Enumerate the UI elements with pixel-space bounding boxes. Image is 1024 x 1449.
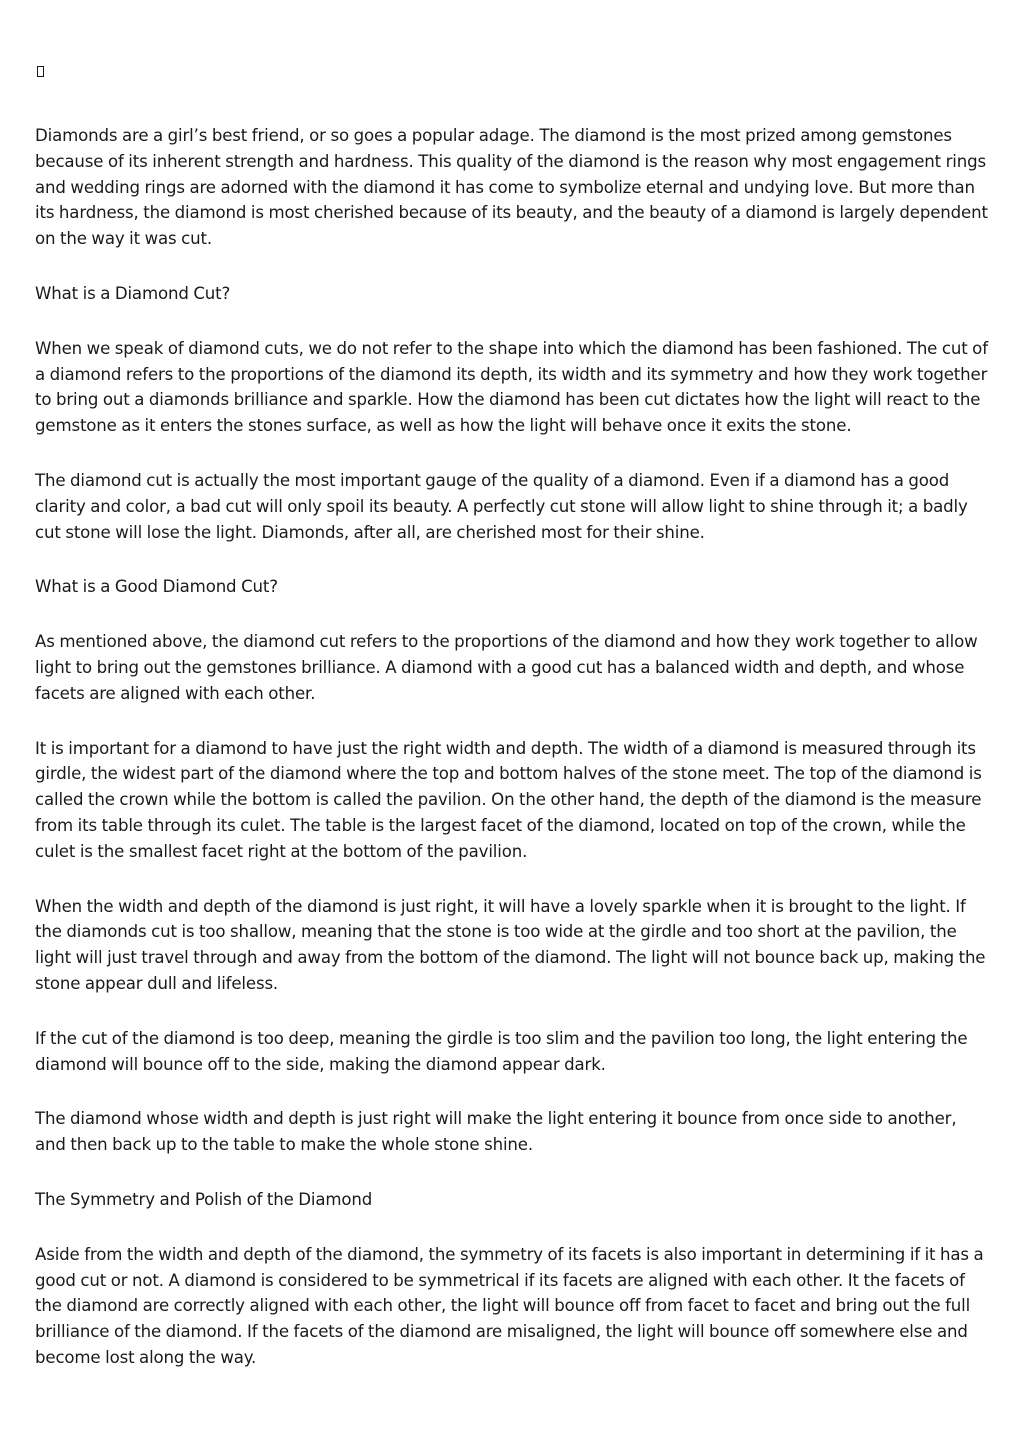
missing-glyph-icon	[35, 66, 990, 123]
body-paragraph: The diamond cut is actually the most important gauge of the quality of a diamond. Even if a diamond has a good clarity and color, a bad cut will only spoil its beauty. A perfectly cut stone will allow light to shine through it; a badly cut stone will lose the light. Diamonds, after all, are cherished most for their shine.	[35, 470, 968, 542]
body-paragraph: As mentioned above, the diamond cut refers to the proportions of the diamond and how they work together to allow light to bring out the gemstones brilliance. A diamond with a good cut has a balanced width and depth, and whose facets are aligned with each other.	[35, 632, 978, 703]
section-heading-good-cut: What is a Good Diamond Cut?	[35, 577, 278, 597]
body-paragraph: Aside from the width and depth of the diamond, the symmetry of its facets is also important in determining if it has a good cut or not. A diamond is considered to be symmetrical if its facets are aligned with each other. It the facets of the diamond are correctly aligned with each other, the light will bounce off from facet to facet and bring out the full brilliance of the diamond. If the facets of the diamond are misaligned, the light will bounce off somewhere else and become lost along the way.	[35, 1244, 984, 1367]
body-paragraph: When we speak of diamond cuts, we do not refer to the shape into which the diamond has been fashioned. The cut of a diamond refers to the proportions of the diamond its depth, its width and its symmetry and how they work together to bring out a diamonds brilliance and sparkle. How the diamond has been cut dictates how the light will react to the gemstone as it enters the stones surface, as well as how the light will behave once it exits the stone.	[35, 338, 988, 436]
body-paragraph: If the cut of the diamond is too deep, meaning the girdle is too slim and the pavilion too long, the light entering the diamond will bounce off to the side, making the diamond appear dark.	[35, 1028, 968, 1074]
body-paragraph: When the width and depth of the diamond is just right, it will have a lovely sparkle when it is brought to the light. If the diamonds cut is too shallow, meaning that the stone is too wide at the girdle and too short at the pavilion, the light will just travel through and away from the bottom of the diamond. The light will not bounce back up, making the stone appear dull and lifeless.	[35, 896, 986, 993]
section-heading-diamond-cut: What is a Diamond Cut?	[35, 283, 231, 303]
body-paragraph: The diamond whose width and depth is just right will make the light entering it bounce from once side to another, and then back up to the table to make the whole stone shine.	[35, 1109, 957, 1155]
body-paragraph: It is important for a diamond to have just the right width and depth. The width of a diamond is measured through its girdle, the widest part of the diamond where the top and bottom halves of the stone meet. The top of the diamond is called the crown while the bottom is called the pavilion. On the other hand, the depth of the diamond is the measure from its table through its culet. The table is the largest facet of the diamond, located on top of the crown, while the culet is the smallest facet right at the bottom of the pavilion.	[35, 738, 982, 861]
document-page	[35, 66, 990, 1400]
section-heading-symmetry: The Symmetry and Polish of the Diamond	[35, 1189, 373, 1209]
intro-paragraph: Diamonds are a girl’s best friend, or so goes a popular adage. The diamond is the most prized among gemstones because of its inherent strength and hardness. This quality of the diamond is the reason why most engagement rings and wedding rings are adorned with the diamond it has come to symbolize eternal and undying love. But more than its hardness, the diamond is most cherished because of its beauty, and the beauty of a diamond is largely dependent on the way it was cut.	[35, 126, 988, 249]
